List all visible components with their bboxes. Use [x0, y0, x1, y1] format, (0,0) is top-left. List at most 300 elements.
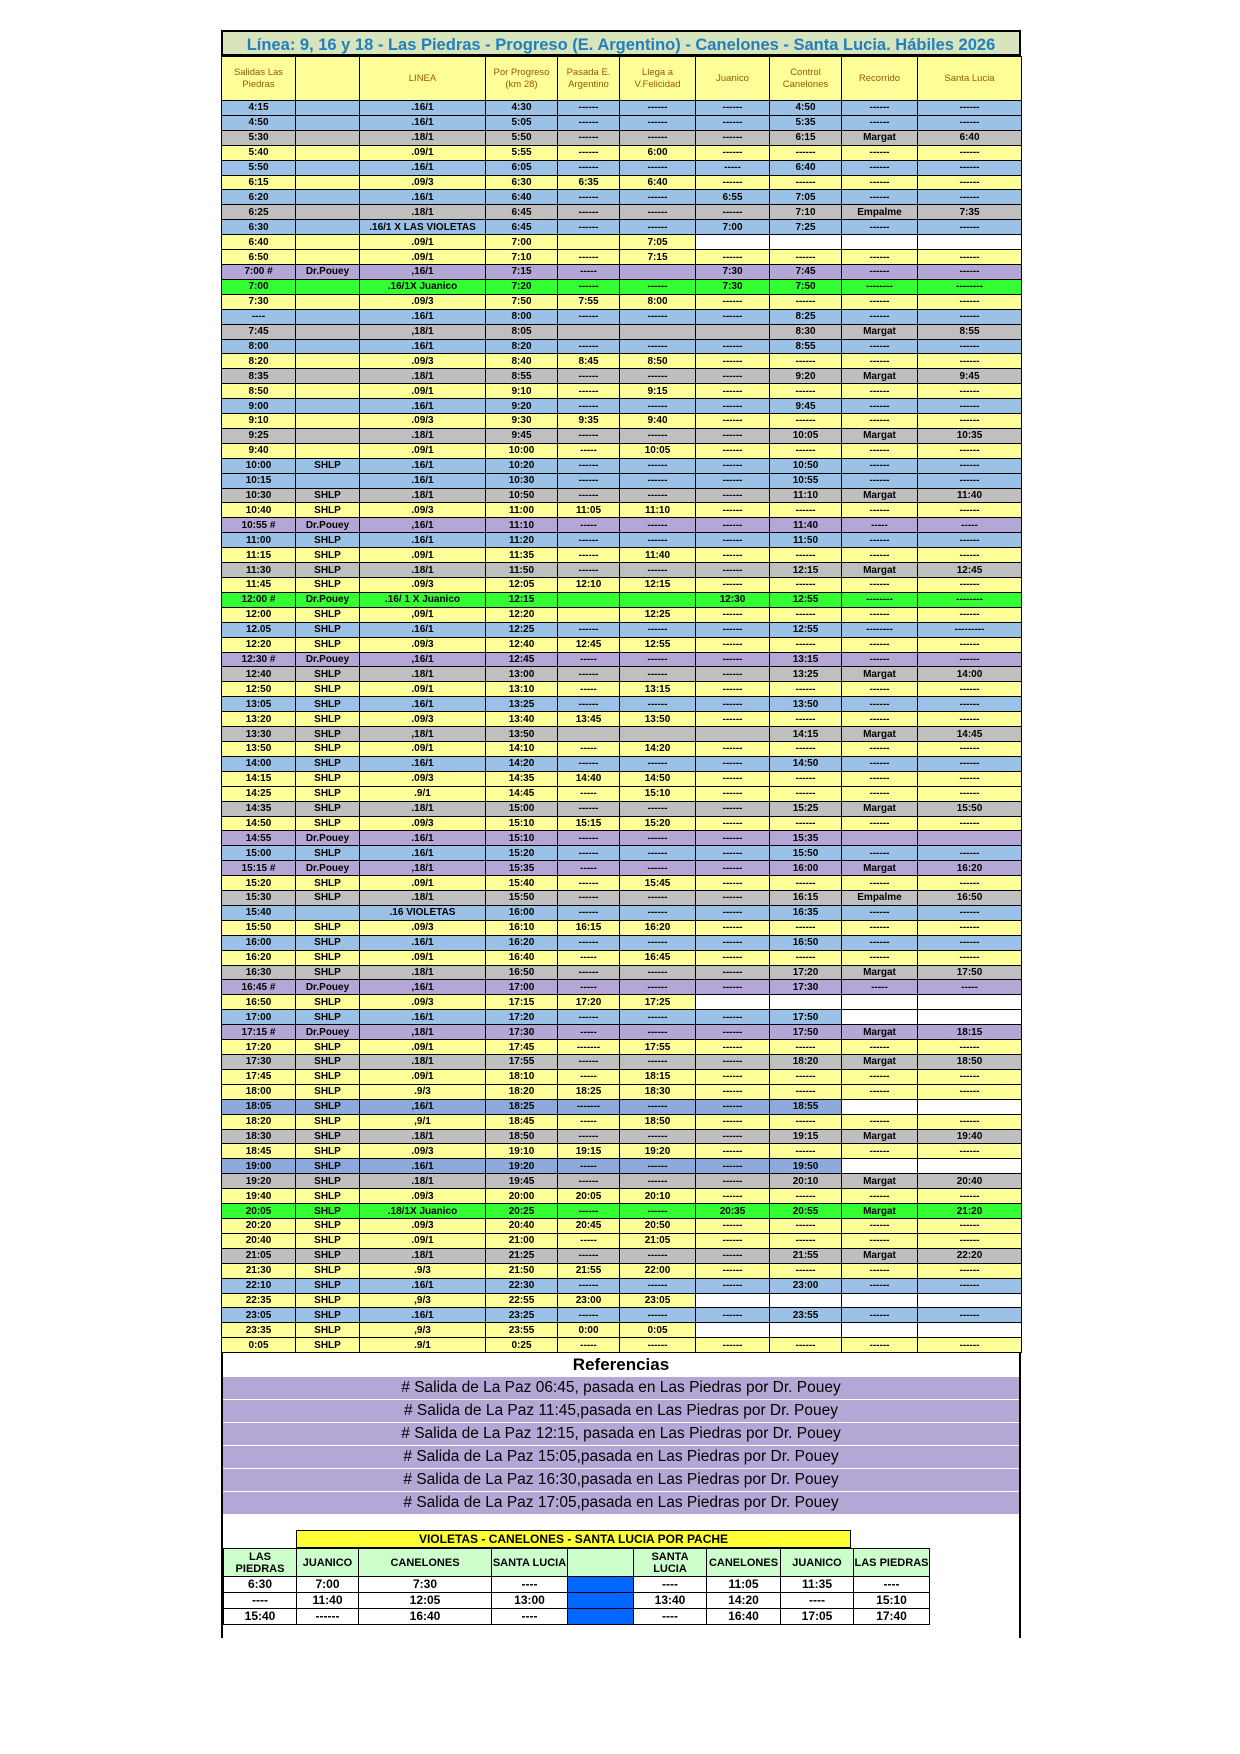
- argentino-cell: [558, 592, 620, 607]
- felicidad-cell: ------: [620, 1025, 696, 1040]
- canelones-cell: ------: [770, 414, 842, 429]
- canelones-cell: 7:45: [770, 264, 842, 279]
- santa-lucia-cell: ------: [918, 250, 1022, 265]
- recorrido-cell: ------: [842, 533, 918, 548]
- canelones-cell: ------: [770, 578, 842, 593]
- schedule-row: [222, 101, 1022, 116]
- argentino-cell: ------: [558, 533, 620, 548]
- recorrido-cell: ------: [842, 1278, 918, 1293]
- juanico-cell: ------: [696, 846, 770, 861]
- juanico-cell: ------: [696, 563, 770, 578]
- via-cell: SHLP: [296, 816, 360, 831]
- schedule-row: [222, 1189, 1022, 1204]
- via-cell: SHLP: [296, 771, 360, 786]
- canelones-cell: 5:35: [770, 115, 842, 130]
- progreso-cell: 8:40: [486, 354, 558, 369]
- via-cell: [296, 905, 360, 920]
- schedule-row: [222, 324, 1022, 339]
- santa-lucia-cell: ------: [918, 1338, 1022, 1353]
- salida-cell: 15:50: [222, 920, 296, 935]
- linea-cell: .09/1: [360, 1233, 486, 1248]
- felicidad-cell: ------: [620, 1308, 696, 1323]
- recorrido-cell: ------: [842, 264, 918, 279]
- felicidad-cell: ------: [620, 622, 696, 637]
- linea-cell: .09/1: [360, 876, 486, 891]
- reference-note: # Salida de La Paz 15:05,pasada en Las Piedras por Dr. Pouey: [223, 1445, 1019, 1468]
- canelones-cell: ------: [770, 712, 842, 727]
- canelones-cell: ------: [770, 920, 842, 935]
- linea-cell: .18/1: [360, 965, 486, 980]
- santa-lucia-cell: 18:50: [918, 1055, 1022, 1070]
- schedule-row: [222, 1218, 1022, 1233]
- linea-cell: .09/1: [360, 1040, 486, 1055]
- argentino-cell: ------: [558, 846, 620, 861]
- progreso-cell: 0:25: [486, 1338, 558, 1353]
- schedule-row: [222, 503, 1022, 518]
- felicidad-cell: ------: [620, 130, 696, 145]
- santa-lucia-cell: ------: [918, 115, 1022, 130]
- schedule-row: [222, 697, 1022, 712]
- via-cell: SHLP: [296, 1218, 360, 1233]
- canelones-cell: 12:15: [770, 563, 842, 578]
- linea-cell: ,9/1: [360, 1114, 486, 1129]
- argentino-cell: -----: [558, 652, 620, 667]
- santa-lucia-cell: ------: [918, 1218, 1022, 1233]
- progreso-cell: 12:45: [486, 652, 558, 667]
- schedule-row: [222, 1114, 1022, 1129]
- progreso-cell: 13:50: [486, 727, 558, 742]
- santa-lucia-cell: ------: [918, 1233, 1022, 1248]
- canelones-cell: ------: [770, 503, 842, 518]
- col-header: Santa Lucia: [918, 57, 1022, 101]
- recorrido-cell: ------: [842, 443, 918, 458]
- progreso-cell: 13:10: [486, 682, 558, 697]
- linea-cell: .9/3: [360, 1263, 486, 1278]
- progreso-cell: 11:00: [486, 503, 558, 518]
- progreso-cell: 20:25: [486, 1204, 558, 1219]
- juanico-cell: ------: [696, 443, 770, 458]
- santa-lucia-cell: [918, 831, 1022, 846]
- argentino-cell: 17:20: [558, 995, 620, 1010]
- juanico-cell: ------: [696, 399, 770, 414]
- vio-col-header: CANELONES: [359, 1549, 492, 1577]
- salida-cell: 15:20: [222, 876, 296, 891]
- juanico-cell: [696, 235, 770, 250]
- linea-cell: .18/1: [360, 563, 486, 578]
- schedule-row: [222, 220, 1022, 235]
- recorrido-cell: ------: [842, 1218, 918, 1233]
- salida-cell: 6:40: [222, 235, 296, 250]
- progreso-cell: 21:25: [486, 1248, 558, 1263]
- progreso-cell: 4:30: [486, 101, 558, 116]
- recorrido-cell: [842, 995, 918, 1010]
- vio-col-header: LAS PIEDRAS: [854, 1549, 930, 1577]
- via-cell: [296, 414, 360, 429]
- vio-col-header: [568, 1549, 634, 1577]
- header-row: [222, 57, 1022, 101]
- schedule-row: [222, 965, 1022, 980]
- linea-cell: .16/ 1 X Juanico: [360, 592, 486, 607]
- juanico-cell: [696, 1293, 770, 1308]
- argentino-cell: ------: [558, 697, 620, 712]
- schedule-row: [222, 995, 1022, 1010]
- felicidad-cell: [620, 324, 696, 339]
- progreso-cell: 15:10: [486, 816, 558, 831]
- argentino-cell: -----: [558, 264, 620, 279]
- col-header: Llega a V.Felicidad: [620, 57, 696, 101]
- timetable-sheet: [221, 30, 1021, 1638]
- linea-cell: .09/1: [360, 548, 486, 563]
- via-cell: [296, 399, 360, 414]
- canelones-cell: ------: [770, 384, 842, 399]
- recorrido-cell: [842, 1099, 918, 1114]
- violetas-section: [221, 1514, 1021, 1638]
- progreso-cell: 15:50: [486, 891, 558, 906]
- via-cell: [296, 443, 360, 458]
- recorrido-cell: ------: [842, 175, 918, 190]
- argentino-cell: ------: [558, 1308, 620, 1323]
- via-cell: SHLP: [296, 578, 360, 593]
- via-cell: Dr.Pouey: [296, 831, 360, 846]
- recorrido-cell: ------: [842, 771, 918, 786]
- santa-lucia-cell: ------: [918, 786, 1022, 801]
- santa-lucia-cell: ------: [918, 1263, 1022, 1278]
- schedule-row: [222, 235, 1022, 250]
- schedule-row: [222, 980, 1022, 995]
- salida-cell: 12.05: [222, 622, 296, 637]
- linea-cell: .09/3: [360, 995, 486, 1010]
- recorrido-cell: ------: [842, 1069, 918, 1084]
- recorrido-cell: -----: [842, 980, 918, 995]
- felicidad-cell: 22:00: [620, 1263, 696, 1278]
- linea-cell: .16/1: [360, 756, 486, 771]
- salida-cell: 6:20: [222, 190, 296, 205]
- santa-lucia-cell: 18:15: [918, 1025, 1022, 1040]
- argentino-cell: ------: [558, 428, 620, 443]
- schedule-row: [222, 1204, 1022, 1219]
- progreso-cell: 6:30: [486, 175, 558, 190]
- santa-lucia-cell: ------: [918, 741, 1022, 756]
- felicidad-cell: ------: [620, 115, 696, 130]
- salida-cell: 16:00: [222, 935, 296, 950]
- linea-cell: ,9/3: [360, 1293, 486, 1308]
- santa-lucia-cell: ------: [918, 175, 1022, 190]
- santa-lucia-cell: ------: [918, 160, 1022, 175]
- vio-cell: 11:40: [297, 1593, 359, 1609]
- argentino-cell: -----: [558, 741, 620, 756]
- santa-lucia-cell: ------: [918, 905, 1022, 920]
- linea-cell: .09/1: [360, 235, 486, 250]
- canelones-cell: 18:55: [770, 1099, 842, 1114]
- santa-lucia-cell: ------: [918, 816, 1022, 831]
- progreso-cell: 17:20: [486, 1010, 558, 1025]
- juanico-cell: ------: [696, 548, 770, 563]
- canelones-cell: ------: [770, 1114, 842, 1129]
- juanico-cell: ------: [696, 816, 770, 831]
- salida-cell: 20:40: [222, 1233, 296, 1248]
- santa-lucia-cell: --------: [918, 279, 1022, 294]
- schedule-row: [222, 712, 1022, 727]
- argentino-cell: ------: [558, 876, 620, 891]
- salida-cell: 15:30: [222, 891, 296, 906]
- progreso-cell: 12:20: [486, 607, 558, 622]
- progreso-cell: 9:20: [486, 399, 558, 414]
- argentino-cell: 20:05: [558, 1189, 620, 1204]
- via-cell: SHLP: [296, 458, 360, 473]
- canelones-cell: 6:15: [770, 130, 842, 145]
- linea-cell: .09/3: [360, 920, 486, 935]
- felicidad-cell: 14:20: [620, 741, 696, 756]
- via-cell: Dr.Pouey: [296, 518, 360, 533]
- recorrido-cell: ------: [842, 756, 918, 771]
- recorrido-cell: ------: [842, 354, 918, 369]
- juanico-cell: ------: [696, 965, 770, 980]
- argentino-cell: 18:25: [558, 1084, 620, 1099]
- felicidad-cell: ------: [620, 279, 696, 294]
- recorrido-cell: ------: [842, 458, 918, 473]
- references-title: Referencias: [223, 1353, 1019, 1376]
- linea-cell: .16/1: [360, 831, 486, 846]
- schedule-row: [222, 369, 1022, 384]
- argentino-cell: 13:45: [558, 712, 620, 727]
- canelones-cell: ------: [770, 1263, 842, 1278]
- via-cell: SHLP: [296, 1159, 360, 1174]
- argentino-cell: -------: [558, 1040, 620, 1055]
- progreso-cell: 10:20: [486, 458, 558, 473]
- schedule-row: [222, 414, 1022, 429]
- schedule-row: [222, 592, 1022, 607]
- page-title: Línea: 9, 16 y 18 - Las Piedras - Progreso (E. Argentino) - Canelones - Santa Lucia. Hábiles 2026: [221, 30, 1021, 56]
- schedule-row: [222, 891, 1022, 906]
- schedule-row: [222, 1248, 1022, 1263]
- santa-lucia-cell: ------: [918, 1040, 1022, 1055]
- canelones-cell: 7:50: [770, 279, 842, 294]
- canelones-cell: 8:55: [770, 339, 842, 354]
- recorrido-cell: --------: [842, 622, 918, 637]
- felicidad-cell: ------: [620, 935, 696, 950]
- santa-lucia-cell: -----: [918, 980, 1022, 995]
- recorrido-cell: ------: [842, 1144, 918, 1159]
- progreso-cell: 20:00: [486, 1189, 558, 1204]
- felicidad-cell: ------: [620, 533, 696, 548]
- schedule-row: [222, 443, 1022, 458]
- recorrido-cell: Empalme: [842, 891, 918, 906]
- recorrido-cell: [842, 831, 918, 846]
- recorrido-cell: Margat: [842, 369, 918, 384]
- santa-lucia-cell: ------: [918, 503, 1022, 518]
- canelones-cell: 16:50: [770, 935, 842, 950]
- col-header: Pasada E. Argentino: [558, 57, 620, 101]
- linea-cell: .09/3: [360, 354, 486, 369]
- canelones-cell: ------: [770, 771, 842, 786]
- salida-cell: 11:30: [222, 563, 296, 578]
- santa-lucia-cell: [918, 995, 1022, 1010]
- argentino-cell: -----: [558, 1069, 620, 1084]
- linea-cell: .18/1: [360, 205, 486, 220]
- progreso-cell: 9:30: [486, 414, 558, 429]
- juanico-cell: ------: [696, 1055, 770, 1070]
- progreso-cell: 21:50: [486, 1263, 558, 1278]
- felicidad-cell: ------: [620, 831, 696, 846]
- santa-lucia-cell: 7:35: [918, 205, 1022, 220]
- salida-cell: 16:30: [222, 965, 296, 980]
- juanico-cell: ------: [696, 250, 770, 265]
- felicidad-cell: 8:50: [620, 354, 696, 369]
- santa-lucia-cell: 9:45: [918, 369, 1022, 384]
- santa-lucia-cell: 10:35: [918, 428, 1022, 443]
- argentino-cell: 12:45: [558, 637, 620, 652]
- via-cell: [296, 324, 360, 339]
- recorrido-cell: ------: [842, 1084, 918, 1099]
- schedule-row: [222, 622, 1022, 637]
- canelones-cell: 20:10: [770, 1174, 842, 1189]
- juanico-cell: 6:55: [696, 190, 770, 205]
- recorrido-cell: ------: [842, 846, 918, 861]
- juanico-cell: 7:00: [696, 220, 770, 235]
- recorrido-cell: [842, 1159, 918, 1174]
- salida-cell: 12:50: [222, 682, 296, 697]
- schedule-row: [222, 1144, 1022, 1159]
- salida-cell: 14:50: [222, 816, 296, 831]
- argentino-cell: ------: [558, 130, 620, 145]
- recorrido-cell: Margat: [842, 1248, 918, 1263]
- juanico-cell: 7:30: [696, 279, 770, 294]
- progreso-cell: 18:20: [486, 1084, 558, 1099]
- progreso-cell: 12:25: [486, 622, 558, 637]
- linea-cell: .16/1: [360, 101, 486, 116]
- canelones-cell: 20:55: [770, 1204, 842, 1219]
- schedule-row: [222, 846, 1022, 861]
- recorrido-cell: ------: [842, 339, 918, 354]
- salida-cell: 8:35: [222, 369, 296, 384]
- santa-lucia-cell: [918, 1323, 1022, 1338]
- santa-lucia-cell: 11:40: [918, 488, 1022, 503]
- felicidad-cell: ------: [620, 891, 696, 906]
- argentino-cell: -----: [558, 1233, 620, 1248]
- felicidad-cell: 9:40: [620, 414, 696, 429]
- via-cell: SHLP: [296, 1278, 360, 1293]
- salida-cell: 21:05: [222, 1248, 296, 1263]
- felicidad-cell: ------: [620, 220, 696, 235]
- schedule-row: [222, 861, 1022, 876]
- juanico-cell: ------: [696, 712, 770, 727]
- schedule-row: [222, 652, 1022, 667]
- via-cell: Dr.Pouey: [296, 1025, 360, 1040]
- santa-lucia-cell: 19:40: [918, 1129, 1022, 1144]
- progreso-cell: 17:15: [486, 995, 558, 1010]
- santa-lucia-cell: ------: [918, 190, 1022, 205]
- juanico-cell: ------: [696, 697, 770, 712]
- salida-cell: 13:30: [222, 727, 296, 742]
- salida-cell: 14:25: [222, 786, 296, 801]
- schedule-row: [222, 1055, 1022, 1070]
- recorrido-cell: Margat: [842, 965, 918, 980]
- recorrido-cell: Margat: [842, 861, 918, 876]
- recorrido-cell: ------: [842, 1189, 918, 1204]
- progreso-cell: 11:50: [486, 563, 558, 578]
- felicidad-cell: 18:15: [620, 1069, 696, 1084]
- progreso-cell: 17:55: [486, 1055, 558, 1070]
- felicidad-cell: ------: [620, 1278, 696, 1293]
- felicidad-cell: ------: [620, 980, 696, 995]
- via-cell: SHLP: [296, 1144, 360, 1159]
- via-cell: SHLP: [296, 741, 360, 756]
- juanico-cell: [696, 727, 770, 742]
- felicidad-cell: 17:25: [620, 995, 696, 1010]
- schedule-row: [222, 607, 1022, 622]
- juanico-cell: ------: [696, 950, 770, 965]
- progreso-cell: 18:50: [486, 1129, 558, 1144]
- felicidad-cell: ------: [620, 905, 696, 920]
- via-cell: [296, 384, 360, 399]
- argentino-cell: 16:15: [558, 920, 620, 935]
- canelones-cell: 17:30: [770, 980, 842, 995]
- schedule-row: [222, 1278, 1022, 1293]
- felicidad-cell: 19:20: [620, 1144, 696, 1159]
- argentino-cell: ------: [558, 369, 620, 384]
- vio-col-header: JUANICO: [297, 1549, 359, 1577]
- juanico-cell: ------: [696, 980, 770, 995]
- felicidad-cell: 7:05: [620, 235, 696, 250]
- argentino-cell: ------: [558, 279, 620, 294]
- felicidad-cell: 15:10: [620, 786, 696, 801]
- canelones-cell: 21:55: [770, 1248, 842, 1263]
- felicidad-cell: 18:50: [620, 1114, 696, 1129]
- felicidad-cell: 16:20: [620, 920, 696, 935]
- recorrido-cell: ------: [842, 414, 918, 429]
- vio-cell: 15:40: [224, 1609, 297, 1625]
- progreso-cell: 17:45: [486, 1040, 558, 1055]
- salida-cell: 7:00 #: [222, 264, 296, 279]
- felicidad-cell: 18:30: [620, 1084, 696, 1099]
- salida-cell: 16:50: [222, 995, 296, 1010]
- felicidad-cell: 10:05: [620, 443, 696, 458]
- felicidad-cell: ------: [620, 846, 696, 861]
- linea-cell: .18/1: [360, 1129, 486, 1144]
- via-cell: SHLP: [296, 1204, 360, 1219]
- via-cell: SHLP: [296, 697, 360, 712]
- argentino-cell: ------: [558, 145, 620, 160]
- vio-cell: 11:35: [781, 1577, 854, 1593]
- via-cell: [296, 101, 360, 116]
- santa-lucia-cell: [918, 235, 1022, 250]
- schedule-row: [222, 667, 1022, 682]
- progreso-cell: 11:10: [486, 518, 558, 533]
- schedule-row: [222, 160, 1022, 175]
- linea-cell: .16/1: [360, 339, 486, 354]
- schedule-table: [221, 56, 1022, 1353]
- recorrido-cell: ------: [842, 160, 918, 175]
- felicidad-cell: 7:15: [620, 250, 696, 265]
- santa-lucia-cell: ------: [918, 652, 1022, 667]
- felicidad-cell: ------: [620, 667, 696, 682]
- violetas-header-row: [224, 1549, 930, 1577]
- vio-cell: ----: [634, 1609, 707, 1625]
- schedule-row: [222, 130, 1022, 145]
- recorrido-cell: ------: [842, 548, 918, 563]
- linea-cell: .09/3: [360, 816, 486, 831]
- juanico-cell: ------: [696, 1233, 770, 1248]
- juanico-cell: ------: [696, 130, 770, 145]
- canelones-cell: ------: [770, 950, 842, 965]
- felicidad-cell: ------: [620, 1338, 696, 1353]
- juanico-cell: ------: [696, 741, 770, 756]
- salida-cell: 15:40: [222, 905, 296, 920]
- progreso-cell: 6:05: [486, 160, 558, 175]
- col-header: Juanico: [696, 57, 770, 101]
- schedule-row: [222, 1159, 1022, 1174]
- via-cell: SHLP: [296, 965, 360, 980]
